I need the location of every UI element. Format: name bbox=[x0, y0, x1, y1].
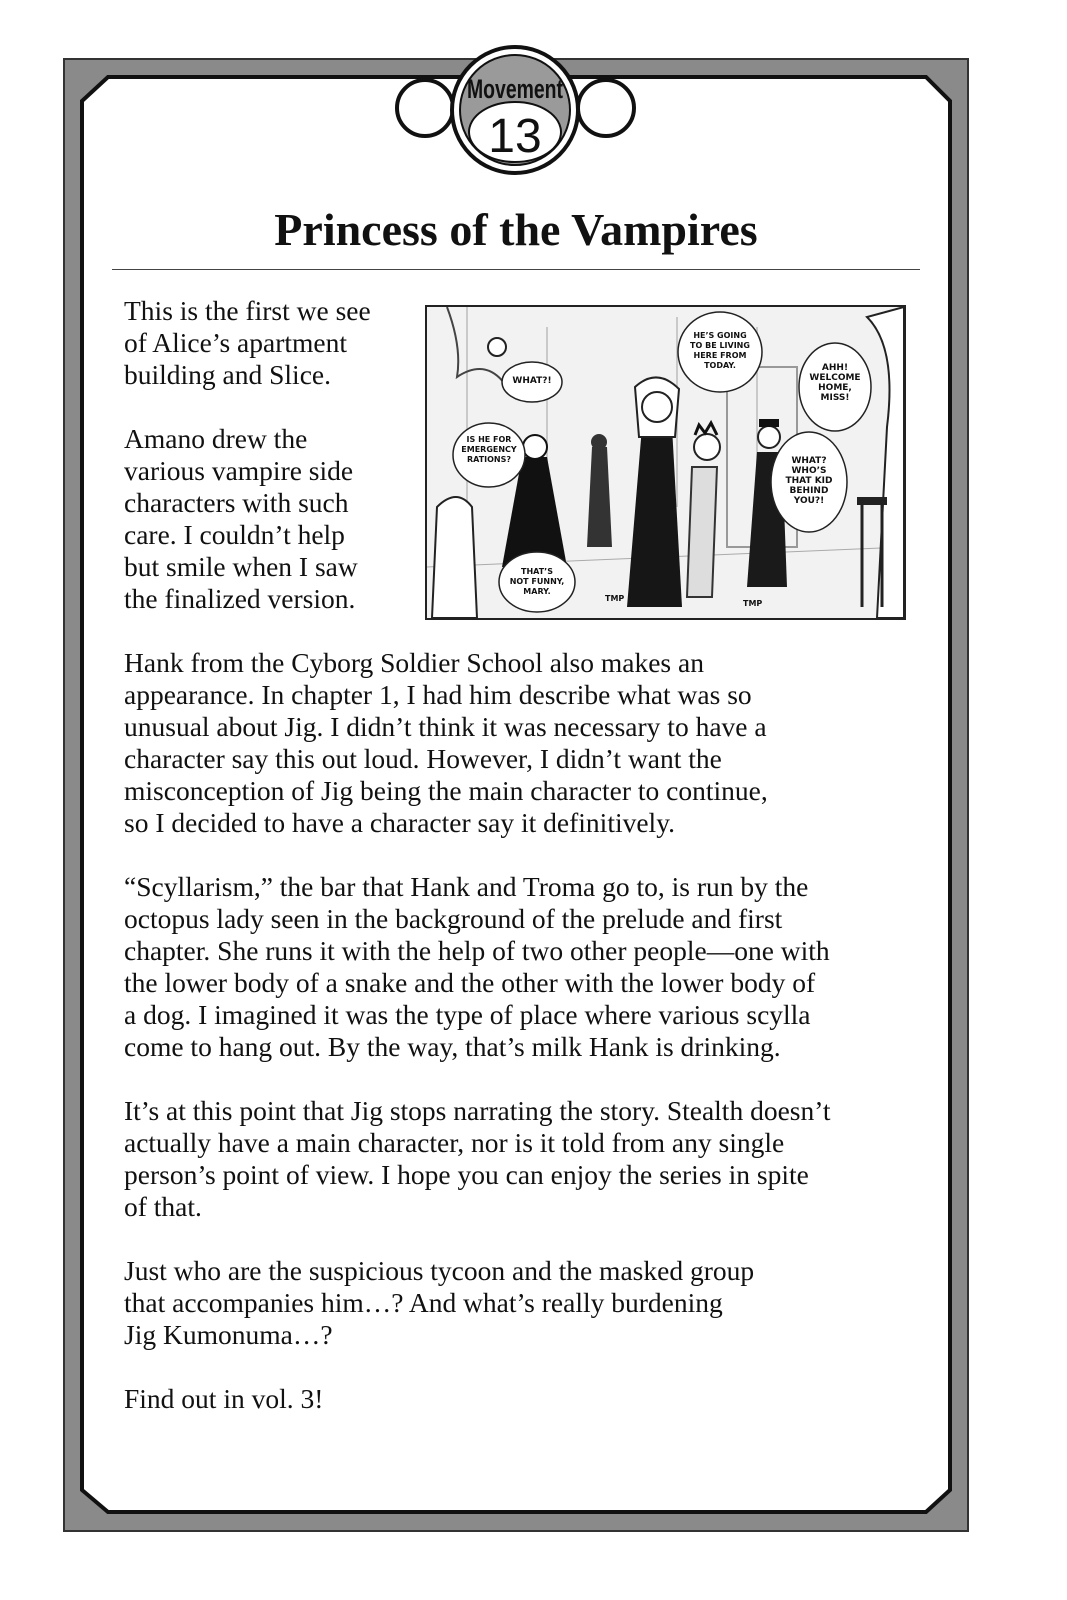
page-title: Princess of the Vampires bbox=[274, 204, 758, 255]
paragraph-6: Just who are the suspicious tycoon and the masked group that accompanies him…? And what’s really burdening Jig Kumonuma…? bbox=[124, 1255, 755, 1350]
badge-left-ring bbox=[397, 80, 453, 136]
paragraph-2: Amano drew the various vampire side characters with such care. I couldn’t help but smile when I saw the finalized version. bbox=[124, 423, 358, 614]
bubble-what: WHAT?! bbox=[512, 376, 552, 386]
paragraph-4: “Scyllarism,” the bar that Hank and Troma go to, is run by the octopus lady seen in the background of the prelude and first chapter. She runs it with the help of two other people—one with the lower body of a snake and the other with the lower body of a dog. I imagined it was the type of place where various scylla come to hang out. By the way, that’s milk Hank is drinking. bbox=[124, 871, 830, 1062]
bubble-welcome: AHH! WELCOME HOME, MISS! bbox=[809, 363, 861, 403]
title-divider bbox=[112, 269, 920, 270]
badge-right-ring bbox=[578, 80, 634, 136]
paragraph-1: This is the first we see of Alice’s apartment building and Slice. bbox=[124, 295, 371, 390]
bubble-whokid: WHAT? WHO’S THAT KID BEHIND YOU?! bbox=[785, 456, 833, 506]
badge-label: Movement bbox=[467, 74, 564, 104]
bubble-rations: IS HE FOR EMERGENCY RATIONS? bbox=[461, 435, 517, 464]
paragraph-7: Find out in vol. 3! bbox=[124, 1383, 324, 1414]
sfx-tmp-2: TMP bbox=[743, 599, 763, 608]
sfx-tmp-1: TMP bbox=[605, 594, 625, 603]
badge-number: 13 bbox=[488, 110, 542, 163]
paragraph-5: It’s at this point that Jig stops narrating the story. Stealth doesn’t actually have a main character, nor is it told from any single person’s point of view. I hope you can enjoy the series in spite of that. bbox=[124, 1095, 831, 1222]
paragraph-3: Hank from the Cyborg Soldier School also makes an appearance. In chapter 1, I had him describe what was so unusual about Jig. I didn’t think it was necessary to have a character say this out loud. However, I didn’t want the misconception of Jig being the main character to continue, so I decided to have a character say it definitively. bbox=[124, 647, 768, 838]
bubble-notfunny: THAT’S NOT FUNNY, MARY. bbox=[509, 567, 565, 596]
movement-badge bbox=[0, 40, 1067, 190]
manga-panel bbox=[425, 305, 906, 620]
bubble-living: HE’S GOING TO BE LIVING HERE FROM TODAY. bbox=[690, 331, 750, 370]
